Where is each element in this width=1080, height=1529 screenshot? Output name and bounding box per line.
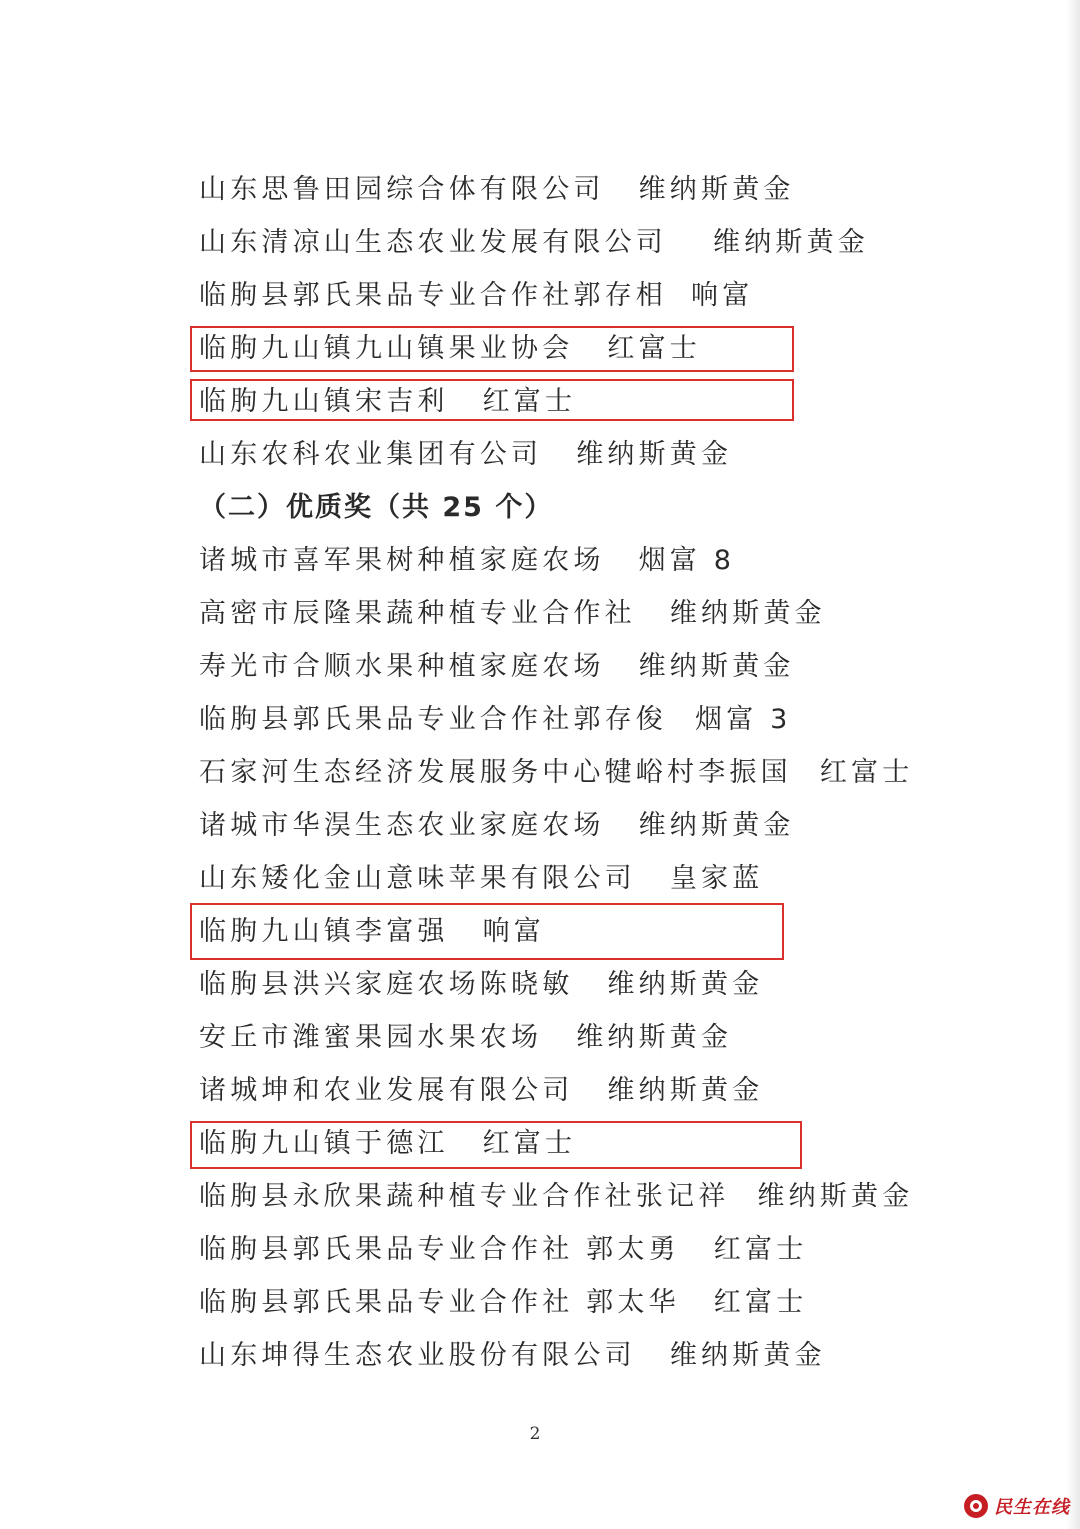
award-line [199,597,826,631]
entrant-name: 高密市辰隆果蔬种植专业合作社 [199,598,636,629]
page-edge-shadow [1066,0,1080,1529]
award-line [199,650,795,684]
award-line [199,438,732,472]
entrant-name: 诸城市华淏生态农业家庭农场 [199,810,605,841]
highlight-box [190,326,794,372]
apple-variety: 维纳斯黄金 [638,651,795,682]
entrant-name: 寿光市合顺水果种植家庭农场 [199,651,605,682]
minsheng-logo-icon [964,1494,988,1518]
entrant-name: 临朐县永欣果蔬种植专业合作社张记祥 [199,1181,730,1212]
award-line [199,1074,763,1108]
entrant-name: 临朐县洪兴家庭农场陈晓敏 [199,969,574,1000]
apple-variety: 烟富 8 [638,545,736,576]
apple-variety: 红富士 [713,1287,808,1318]
entrant-name: 安丘市潍蜜果园水果农场 [199,1022,543,1053]
watermark [964,1493,1070,1519]
apple-variety: 维纳斯黄金 [638,174,795,205]
apple-variety: 维纳斯黄金 [638,810,795,841]
entrant-name: 石家河生态经济发展服务中心犍峪村李振国 [199,757,792,788]
award-line [199,703,792,737]
highlight-box [190,1121,802,1169]
apple-variety: 维纳斯黄金 [669,1340,826,1371]
entrant-name: 山东矮化金山意味苹果有限公司 [199,863,636,894]
apple-variety: 红富士 [482,386,577,417]
apple-variety: 皇家蓝 [669,863,764,894]
entrant-name: 山东思鲁田园综合体有限公司 [199,174,605,205]
award-line [199,544,735,578]
entrant-name: 临朐县郭氏果品专业合作社 郭太华 [199,1287,680,1318]
award-line [199,1233,807,1267]
entrant-name: 临朐县郭氏果品专业合作社 郭太勇 [199,1234,680,1265]
section-heading: （二）优质奖（共 25 个） [199,492,554,523]
apple-variety: 维纳斯黄金 [576,439,733,470]
apple-variety: 红富士 [482,1128,577,1159]
apple-variety: 维纳斯黄金 [576,1022,733,1053]
apple-variety: 维纳斯黄金 [607,969,764,1000]
entrant-name: 临朐九山镇九山镇果业协会 [199,333,574,364]
award-line [199,1180,913,1214]
apple-variety: 红富士 [713,1234,808,1265]
apple-variety: 维纳斯黄金 [607,1075,764,1106]
apple-variety: 维纳斯黄金 [757,1181,914,1212]
entrant-name: 临朐九山镇于德江 [199,1128,449,1159]
award-line [199,1021,732,1055]
award-line [199,862,763,896]
apple-variety: 维纳斯黄金 [669,598,826,629]
entrant-name: 临朐九山镇李富强 [199,916,449,947]
award-line [199,756,913,790]
entrant-name: 诸城市喜军果树种植家庭农场 [199,545,605,576]
apple-variety: 响富 [482,916,546,947]
apple-variety: 维纳斯黄金 [713,227,869,258]
apple-variety: 烟富 3 [695,704,792,735]
entrant-name: 诸城坤和农业发展有限公司 [199,1075,574,1106]
highlight-box [190,379,794,421]
award-line [199,226,869,260]
apple-variety: 红富士 [607,333,702,364]
award-line [199,1286,807,1320]
highlight-box [190,903,784,960]
award-line [199,809,795,843]
apple-variety: 红富士 [819,757,914,788]
entrant-name: 山东坤得生态农业股份有限公司 [199,1340,636,1371]
award-line [199,173,795,207]
award-line [199,279,753,313]
entrant-name: 临朐九山镇宋吉利 [199,386,449,417]
page-number: 2 [529,1424,541,1444]
entrant-name: 山东农科农业集团有公司 [199,439,543,470]
entrant-name: 山东清凉山生态农业发展有限公司 [199,227,667,258]
watermark-text: 民生在线 [994,1497,1070,1518]
entrant-name: 临朐县郭氏果品专业合作社郭存俊 [199,704,667,735]
award-line [199,1339,826,1373]
award-line [199,968,763,1002]
entrant-name: 临朐县郭氏果品专业合作社郭存相 [199,280,667,311]
apple-variety: 响富 [691,280,754,311]
